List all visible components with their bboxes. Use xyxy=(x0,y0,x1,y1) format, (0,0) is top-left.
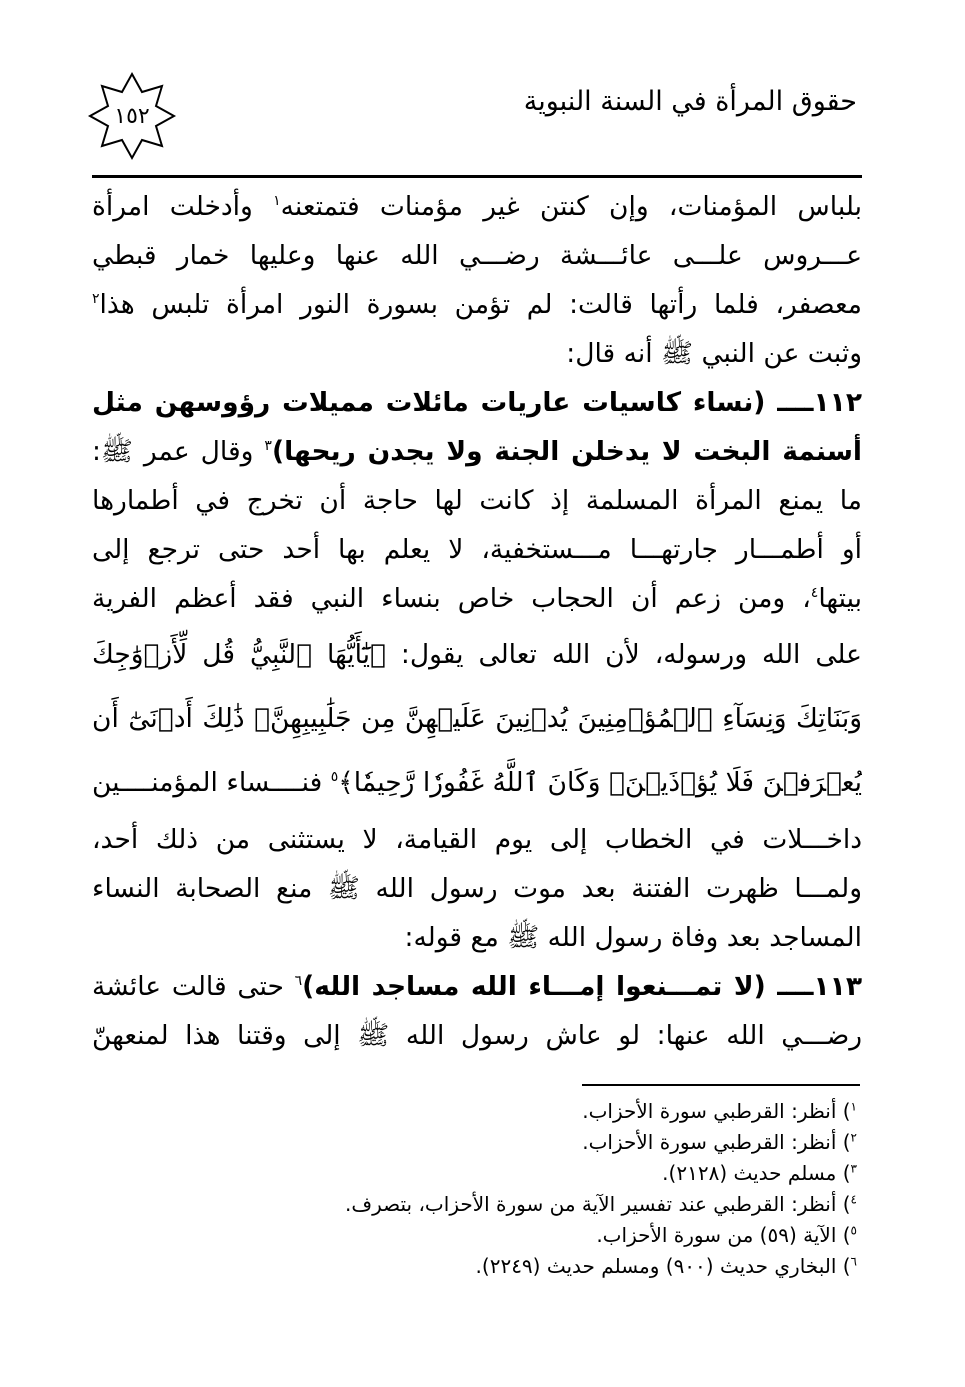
footnote-item: $^١$) أنظر: القرطبي سورة الأحزاب. xyxy=(582,1099,857,1123)
footnote-item: $^٤$) أنظر: القرطبي عند تفسير الآية من سورة الأحزاب، بتصرف. xyxy=(345,1192,857,1216)
quran-line: يُعۡرَفۡنَ فَلَا يُؤۡذَيۡنَۗ وَكَانَ ٱللَّهُ غَفُورٗا رَّحِيمٗا﴾$^٥$ فنــــساء المؤمنــــين xyxy=(92,767,862,798)
running-header-title: حقوق المرأة في السنة النبوية xyxy=(523,86,857,117)
footnote-item: $^٦$) البخاري حديث (٩٠٠) ومسلم حديث (٢٢٤٩). xyxy=(475,1254,857,1278)
body-text xyxy=(92,182,862,1060)
footnote-divider xyxy=(582,1084,860,1086)
footnote-item: $^٣$) مسلم حديث (٢١٢٨). xyxy=(662,1161,857,1185)
quran-line: وَبَنَاتِكَ وَنِسَآءِ ٱلۡمُؤۡمِنِينَ يُدۡنِينَ عَلَيۡهِنَّ مِن جَلَٰبِيبِهِنَّۚ ذَٰلِكَ أَدۡنَىٰٓ أَن xyxy=(92,703,862,734)
footnote-ref: ٥ xyxy=(330,769,339,786)
text-line: بلباس المؤمنات، وإن كنتن غير مؤمنات فتمتعنه$^١$ وأدخلت امرأة xyxy=(92,191,862,222)
footnotes xyxy=(157,1096,857,1282)
footnote-ref: ٣ xyxy=(264,438,272,455)
text-line: رضـــي الله عنها: لو عاش رسول الله ﷺ إلى وقتنا هذا لمنعهنّ xyxy=(92,1020,862,1051)
text-line: بيتها$^٤$، ومن زعم أن الحجاب خاص بنساء النبي فقد أعظم الفرية xyxy=(92,583,862,614)
text-line: عـــروس علـــى عائـــشة رضـــي الله عنها وعليها خمار قبطي xyxy=(92,240,862,271)
text-line: ما يمنع المرأة المسلمة إذ كانت لها حاجة أن تخرج في أطمارها xyxy=(92,485,862,516)
text-line: أسنمة البخت لا يدخلن الجنة ولا يجدن ريحها)$^٣$ وقال عمر ﷺ: xyxy=(92,436,862,467)
text-line: وثبت عن النبي ﷺ أنه قال: xyxy=(566,338,862,369)
footnote-ref: ٦ xyxy=(294,973,303,990)
header-divider xyxy=(92,175,862,178)
text-line: داخـــلات في الخطاب إلى يوم القيامة، لا يستثنى من ذلك أحد، xyxy=(92,824,862,855)
hadith-line: ١١٣ــــ (لا تمـــنعوا إمـــاء الله مساجد الله)$^٦$ حتى قالت عائشة xyxy=(92,971,862,1002)
footnote-item: $^٥$) الآية (٥٩) من سورة الأحزاب. xyxy=(596,1223,857,1247)
text-line: المساجد بعد وفاة رسول الله ﷺ مع قوله: xyxy=(404,922,862,953)
page-number-badge xyxy=(86,70,178,162)
quran-line: على الله ورسوله، لأن الله تعالى يقول: ﴿يَٰٓأَيُّهَا ٱلنَّبِيُّ قُل لِّأَزۡوَٰجِكَ xyxy=(92,639,862,670)
text-line: ولمـــا ظهرت الفتنة بعد موت رسول الله ﷺ منع الصحابة النساء xyxy=(92,873,862,904)
text-line: معصفر، فلما رأتها قالت: لم تؤمن بسورة النور امرأة تلبس هذا$^٢$ xyxy=(92,289,862,320)
page-number: ١٥٢ xyxy=(114,103,150,129)
footnote-ref: ٢ xyxy=(92,291,100,308)
footnote-ref: ٤ xyxy=(810,585,819,602)
text-line: أو أطمـــار جارتهـــا مـــستخفية، لا يعلم بها أحد حتى ترجع إلى xyxy=(92,534,862,565)
footnote-ref: ١ xyxy=(273,193,281,210)
footnote-item: $^٢$) أنظر: القرطبي سورة الأحزاب. xyxy=(582,1130,857,1154)
hadith-line: ١١٢ــــ (نساء كاسيات عاريات مائلات مميلات رؤوسهن مثل xyxy=(92,387,862,418)
